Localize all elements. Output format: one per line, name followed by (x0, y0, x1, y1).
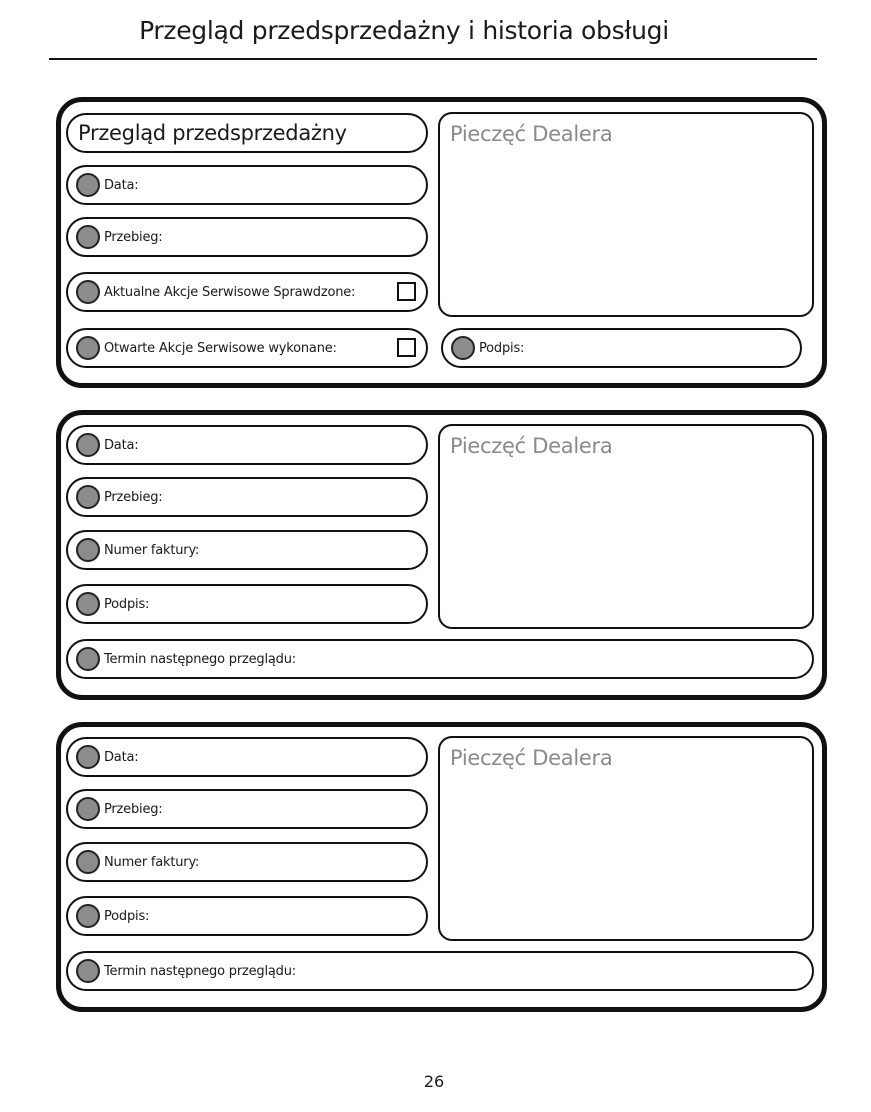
circle-bullet-icon (76, 904, 100, 928)
field-label: Data: (104, 437, 139, 453)
dealer-stamp-area[interactable] (438, 424, 814, 629)
invoice-number-field[interactable] (66, 842, 428, 882)
date-field[interactable] (66, 165, 428, 205)
circle-bullet-icon (76, 850, 100, 874)
dealer-stamp-area[interactable] (438, 112, 814, 317)
field-label: Data: (104, 749, 139, 765)
circle-bullet-icon (76, 647, 100, 671)
current-service-actions-field (66, 272, 428, 312)
field-label: Przebieg: (104, 801, 163, 817)
page-number: 26 (423, 1072, 445, 1091)
circle-bullet-icon (451, 336, 475, 360)
page-title: Przegląd przedsprzedażny i historia obsługi (139, 16, 669, 45)
circle-bullet-icon (76, 280, 100, 304)
pre-sale-heading (66, 113, 428, 153)
circle-bullet-icon (76, 592, 100, 616)
mileage-field[interactable] (66, 477, 428, 517)
mileage-field[interactable] (66, 217, 428, 257)
date-field[interactable] (66, 737, 428, 777)
stamp-label: Pieczęć Dealera (450, 746, 613, 770)
circle-bullet-icon (76, 538, 100, 562)
field-label: Termin następnego przeglądu: (104, 963, 296, 979)
title-divider (49, 58, 817, 60)
stamp-label: Pieczęć Dealera (450, 122, 613, 146)
mileage-field[interactable] (66, 789, 428, 829)
dealer-stamp-area[interactable] (438, 736, 814, 941)
circle-bullet-icon (76, 173, 100, 197)
circle-bullet-icon (76, 225, 100, 249)
field-label: Podpis: (479, 340, 525, 356)
next-service-date-field[interactable] (66, 951, 814, 991)
stamp-label: Pieczęć Dealera (450, 434, 613, 458)
field-label: Termin następnego przeglądu: (104, 651, 296, 667)
current-service-actions-checkbox[interactable] (397, 282, 416, 301)
service-record-section-1 (56, 410, 827, 700)
field-label: Data: (104, 177, 139, 193)
field-label: Podpis: (104, 908, 150, 924)
next-service-date-field[interactable] (66, 639, 814, 679)
field-label: Otwarte Akcje Serwisowe wykonane: (104, 340, 337, 356)
service-record-section-2 (56, 722, 827, 1012)
date-field[interactable] (66, 425, 428, 465)
open-service-actions-checkbox[interactable] (397, 338, 416, 357)
field-label: Aktualne Akcje Serwisowe Sprawdzone: (104, 284, 356, 300)
open-service-actions-field (66, 328, 428, 368)
circle-bullet-icon (76, 959, 100, 983)
field-label: Numer faktury: (104, 854, 200, 870)
circle-bullet-icon (76, 433, 100, 457)
circle-bullet-icon (76, 485, 100, 509)
field-label: Przebieg: (104, 489, 163, 505)
heading-label: Przegląd przedsprzedażny (78, 121, 347, 145)
circle-bullet-icon (76, 336, 100, 360)
field-label: Numer faktury: (104, 542, 200, 558)
field-label: Przebieg: (104, 229, 163, 245)
field-label: Podpis: (104, 596, 150, 612)
invoice-number-field[interactable] (66, 530, 428, 570)
pre-sale-inspection-section (56, 97, 827, 388)
signature-field[interactable] (441, 328, 802, 368)
signature-field[interactable] (66, 896, 428, 936)
signature-field[interactable] (66, 584, 428, 624)
circle-bullet-icon (76, 797, 100, 821)
circle-bullet-icon (76, 745, 100, 769)
